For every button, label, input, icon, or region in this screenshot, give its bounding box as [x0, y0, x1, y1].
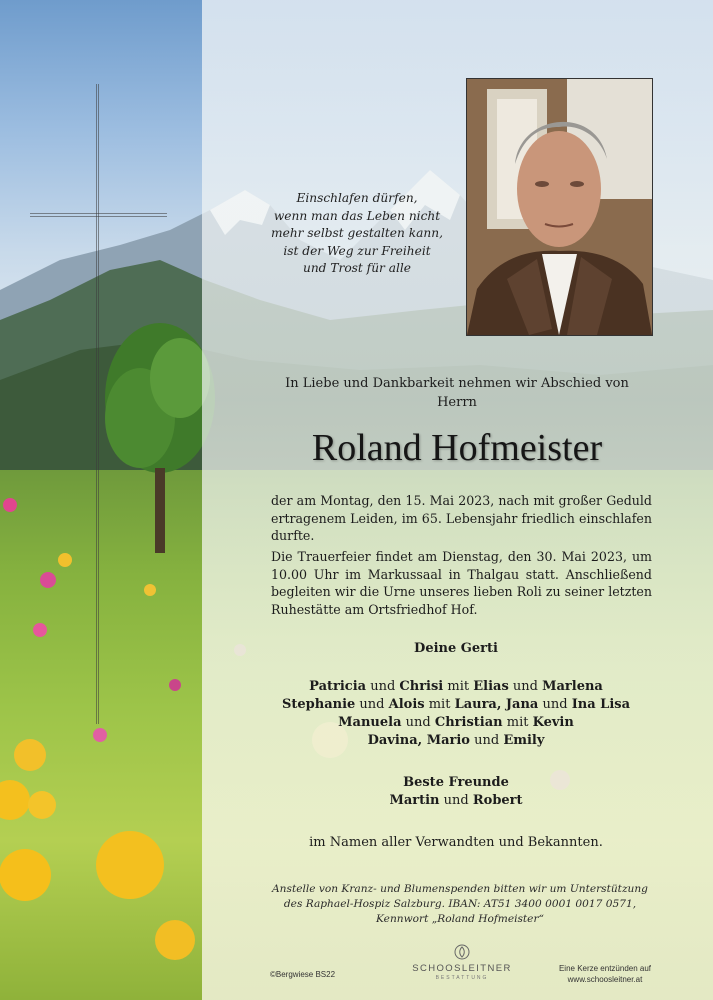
spouse-name: Deine Gerti [414, 641, 498, 656]
donation-note [250, 882, 670, 927]
family-row [231, 732, 681, 750]
connector: mit [443, 679, 474, 694]
family-member: Laura, Jana [454, 697, 539, 712]
poem-line: wenn man das Leben nicht [273, 208, 441, 223]
connector: und [366, 679, 400, 694]
poem-line: und Trost für alle [302, 261, 412, 276]
connector: mit [424, 697, 455, 712]
death-paragraph: der am Montag, den 15. Mai 2023, nach mit großer Geduld ertragenem Leiden, im 65. Lebensjahr friedlich einschlafen durfte. [271, 493, 652, 544]
donation-line: Anstelle von Kranz- und Blumenspenden bitten wir um Unterstützung [272, 883, 648, 895]
connector: mit [502, 715, 533, 730]
family-member: Manuela [338, 715, 402, 730]
family-row [231, 678, 681, 696]
relatives-line: im Namen aller Verwandten und Bekannten. [309, 835, 603, 850]
family-member: Elias [473, 679, 509, 694]
friends-row [231, 792, 681, 810]
connector: und [439, 793, 473, 808]
candle-note [540, 963, 670, 985]
portrait-photo [466, 78, 653, 336]
poem [262, 190, 452, 278]
connector: und [401, 715, 435, 730]
brand-subtitle: BESTATTUNG [435, 975, 489, 981]
image-credit: ©Bergwiese BS22 [270, 970, 336, 979]
family-member: Kevin [532, 715, 574, 730]
donation-line: des Raphael-Hospiz Salzburg. IBAN: AT51 3400 0001 0017 0571, [283, 898, 637, 910]
connector: und [508, 679, 543, 694]
friend-name: Robert [472, 793, 523, 808]
friend-name: Martin [389, 793, 440, 808]
cross-icon [96, 84, 99, 724]
deceased-name: Roland Hofmeister [311, 427, 603, 469]
connector: und [469, 733, 504, 748]
candle-text: Eine Kerze entzünden auf [558, 964, 652, 973]
candle-link[interactable]: www.schoosleitner.at [567, 975, 643, 984]
connector: und [355, 697, 389, 712]
children-list [231, 678, 681, 750]
intro-text [262, 374, 652, 412]
family-member: Davina, Mario [367, 733, 470, 748]
intro-line: In Liebe und Dankbarkeit nehmen wir Abschied von [285, 376, 629, 391]
poem-line: Einschlafen dürfen, [296, 191, 418, 205]
donation-line: Kennwort „Roland Hofmeister“ [376, 913, 544, 925]
family-member: Marlena [542, 679, 603, 694]
spouse-line [231, 640, 681, 658]
connector: und [538, 697, 572, 712]
intro-line: Herrn [437, 395, 477, 410]
friends-title: Beste Freunde [403, 775, 509, 790]
family-member: Alois [388, 697, 425, 712]
cross-bar [30, 213, 167, 217]
family-row [231, 714, 681, 732]
funeral-paragraph: Die Trauerfeier findet am Dienstag, den 30. Mai 2023, um 10.00 Uhr im Markussaal in Thalgau statt. Anschließend begleiten wir die Urne unseres lieben Roli zu seiner letzten Ruhestätte am Ortsfriedhof Hof. [271, 549, 652, 617]
family-member: Chrisi [399, 679, 444, 694]
funeral-home-logo [412, 944, 512, 981]
family-member: Christian [434, 715, 503, 730]
family-member: Stephanie [281, 697, 356, 712]
poem-line: ist der Weg zur Freiheit [283, 243, 431, 258]
logo-icon [454, 944, 470, 960]
poem-line: mehr selbst gestalten kann, [271, 226, 443, 241]
family-member: Patricia [309, 679, 367, 694]
brand-name: SCHOOSLEITNER [412, 963, 512, 974]
family-row [231, 696, 681, 714]
family-member: Emily [503, 733, 545, 748]
family-member: Ina Lisa [571, 697, 631, 712]
friends-section [231, 774, 681, 810]
